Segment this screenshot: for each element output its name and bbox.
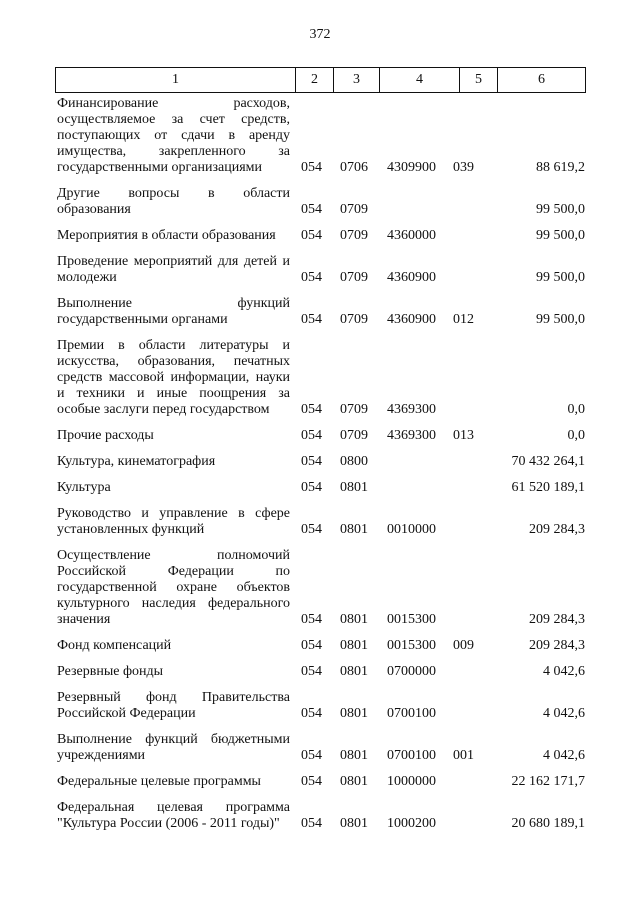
row-name: Федеральная целевая программа "Культура России (2006 - 2011 годы)" xyxy=(57,800,290,831)
page-number: 372 xyxy=(309,27,331,42)
row-col-4: 4369300 xyxy=(387,428,436,443)
row-col-2: 054 xyxy=(301,160,322,175)
row-col-3: 0801 xyxy=(340,612,368,627)
row-name: Осуществление полномочий Российской Федерации по государственной охране объектов культурного наследия федерального значения xyxy=(57,548,290,627)
row-col-4: 4369300 xyxy=(387,402,436,417)
row-col-6: 4 042,6 xyxy=(543,748,585,763)
row-col-2: 054 xyxy=(301,454,322,469)
row-name: Фонд компенсаций xyxy=(57,638,172,653)
row-col-3: 0801 xyxy=(340,480,368,495)
row-col-2: 054 xyxy=(301,816,322,831)
row-col-3: 0800 xyxy=(340,454,368,469)
header-col-4: 4 xyxy=(380,68,460,92)
row-col-2: 054 xyxy=(301,748,322,763)
row-col-2: 054 xyxy=(301,202,322,217)
row-col-5: 039 xyxy=(453,160,474,175)
header-col-1: 1 xyxy=(56,68,296,92)
row-col-6: 99 500,0 xyxy=(536,228,585,243)
row-col-4: 0015300 xyxy=(387,612,436,627)
row-col-4: 0015300 xyxy=(387,638,436,653)
row-col-5: 009 xyxy=(453,638,474,653)
row-col-5: 013 xyxy=(453,428,474,443)
table-row xyxy=(57,296,587,328)
row-col-6: 22 162 171,7 xyxy=(511,774,585,789)
row-col-3: 0709 xyxy=(340,312,368,327)
row-col-3: 0801 xyxy=(340,774,368,789)
row-name: Федеральные целевые программы xyxy=(57,774,261,789)
table-header xyxy=(55,67,586,93)
row-col-6: 88 619,2 xyxy=(536,160,585,175)
row-col-6: 209 284,3 xyxy=(529,638,585,653)
row-col-6: 99 500,0 xyxy=(536,270,585,285)
row-col-3: 0801 xyxy=(340,638,368,653)
row-col-3: 0709 xyxy=(340,428,368,443)
row-name: Мероприятия в области образования xyxy=(57,228,276,243)
row-name: Выполнение функций бюджетными учреждениями xyxy=(57,732,290,763)
table-row xyxy=(57,638,587,654)
header-col-5: 5 xyxy=(460,68,498,92)
table-row xyxy=(57,228,587,244)
row-col-2: 054 xyxy=(301,480,322,495)
row-name: Руководство и управление в сфере установленных функций xyxy=(57,506,290,537)
row-col-4: 4309900 xyxy=(387,160,436,175)
table-row xyxy=(57,254,587,286)
row-name: Премии в области литературы и искусства, образования, печатных средств массовой информации, науки и техники и иные поощрения за особые заслуги перед государством xyxy=(57,338,290,417)
row-col-2: 054 xyxy=(301,612,322,627)
row-col-3: 0801 xyxy=(340,522,368,537)
row-col-6: 0,0 xyxy=(567,428,585,443)
row-col-6: 4 042,6 xyxy=(543,706,585,721)
row-col-3: 0709 xyxy=(340,402,368,417)
row-col-5: 001 xyxy=(453,748,474,763)
row-col-6: 4 042,6 xyxy=(543,664,585,679)
budget-table-body xyxy=(57,96,587,840)
row-col-2: 054 xyxy=(301,402,322,417)
table-row xyxy=(57,548,587,628)
row-col-3: 0801 xyxy=(340,748,368,763)
row-col-2: 054 xyxy=(301,664,322,679)
row-col-3: 0706 xyxy=(340,160,368,175)
row-col-6: 209 284,3 xyxy=(529,612,585,627)
row-col-6: 99 500,0 xyxy=(536,202,585,217)
header-col-2: 2 xyxy=(296,68,334,92)
row-col-6: 209 284,3 xyxy=(529,522,585,537)
row-col-4: 0700000 xyxy=(387,664,436,679)
row-col-6: 20 680 189,1 xyxy=(511,816,585,831)
row-col-3: 0801 xyxy=(340,706,368,721)
row-col-4: 1000000 xyxy=(387,774,436,789)
header-col-6: 6 xyxy=(538,72,545,87)
table-row xyxy=(57,800,587,832)
table-row xyxy=(57,506,587,538)
row-name: Культура xyxy=(57,480,111,495)
row-col-6: 61 520 189,1 xyxy=(511,480,585,495)
row-col-3: 0801 xyxy=(340,664,368,679)
row-col-2: 054 xyxy=(301,774,322,789)
row-name: Резервные фонды xyxy=(57,664,164,679)
row-col-4: 4360000 xyxy=(387,228,436,243)
row-name: Культура, кинематография xyxy=(57,454,216,469)
row-name: Прочие расходы xyxy=(57,428,154,443)
table-row xyxy=(57,454,587,470)
row-col-2: 054 xyxy=(301,270,322,285)
table-row xyxy=(57,186,587,218)
row-name: Другие вопросы в области образования xyxy=(57,186,290,217)
row-col-2: 054 xyxy=(301,638,322,653)
row-col-4: 1000200 xyxy=(387,816,436,831)
row-name: Финансирование расходов, осуществляемое за счет средств, поступающих от сдачи в аренду имущества, закрепленного за государственными организациями xyxy=(57,96,290,175)
table-row xyxy=(57,774,587,790)
table-row xyxy=(57,96,587,176)
row-col-2: 054 xyxy=(301,312,322,327)
row-col-6: 99 500,0 xyxy=(536,312,585,327)
row-col-4: 0010000 xyxy=(387,522,436,537)
row-name: Резервный фонд Правительства Российской Федерации xyxy=(57,690,290,721)
row-col-3: 0801 xyxy=(340,816,368,831)
header-col-3: 3 xyxy=(334,68,380,92)
row-name: Проведение мероприятий для детей и молодежи xyxy=(57,254,290,285)
row-col-5: 012 xyxy=(453,312,474,327)
row-col-6: 70 432 264,1 xyxy=(511,454,585,469)
row-col-3: 0709 xyxy=(340,270,368,285)
row-col-2: 054 xyxy=(301,228,322,243)
row-col-3: 0709 xyxy=(340,202,368,217)
row-col-4: 0700100 xyxy=(387,748,436,763)
row-col-6: 0,0 xyxy=(567,402,585,417)
table-row xyxy=(57,664,587,680)
row-col-4: 4360900 xyxy=(387,270,436,285)
table-row xyxy=(57,690,587,722)
table-row xyxy=(57,338,587,418)
table-row xyxy=(57,428,587,444)
row-col-2: 054 xyxy=(301,522,322,537)
row-col-2: 054 xyxy=(301,428,322,443)
row-col-2: 054 xyxy=(301,706,322,721)
row-name: Выполнение функций государственными органами xyxy=(57,296,290,327)
row-col-4: 0700100 xyxy=(387,706,436,721)
table-row xyxy=(57,480,587,496)
table-row xyxy=(57,732,587,764)
row-col-4: 4360900 xyxy=(387,312,436,327)
row-col-3: 0709 xyxy=(340,228,368,243)
